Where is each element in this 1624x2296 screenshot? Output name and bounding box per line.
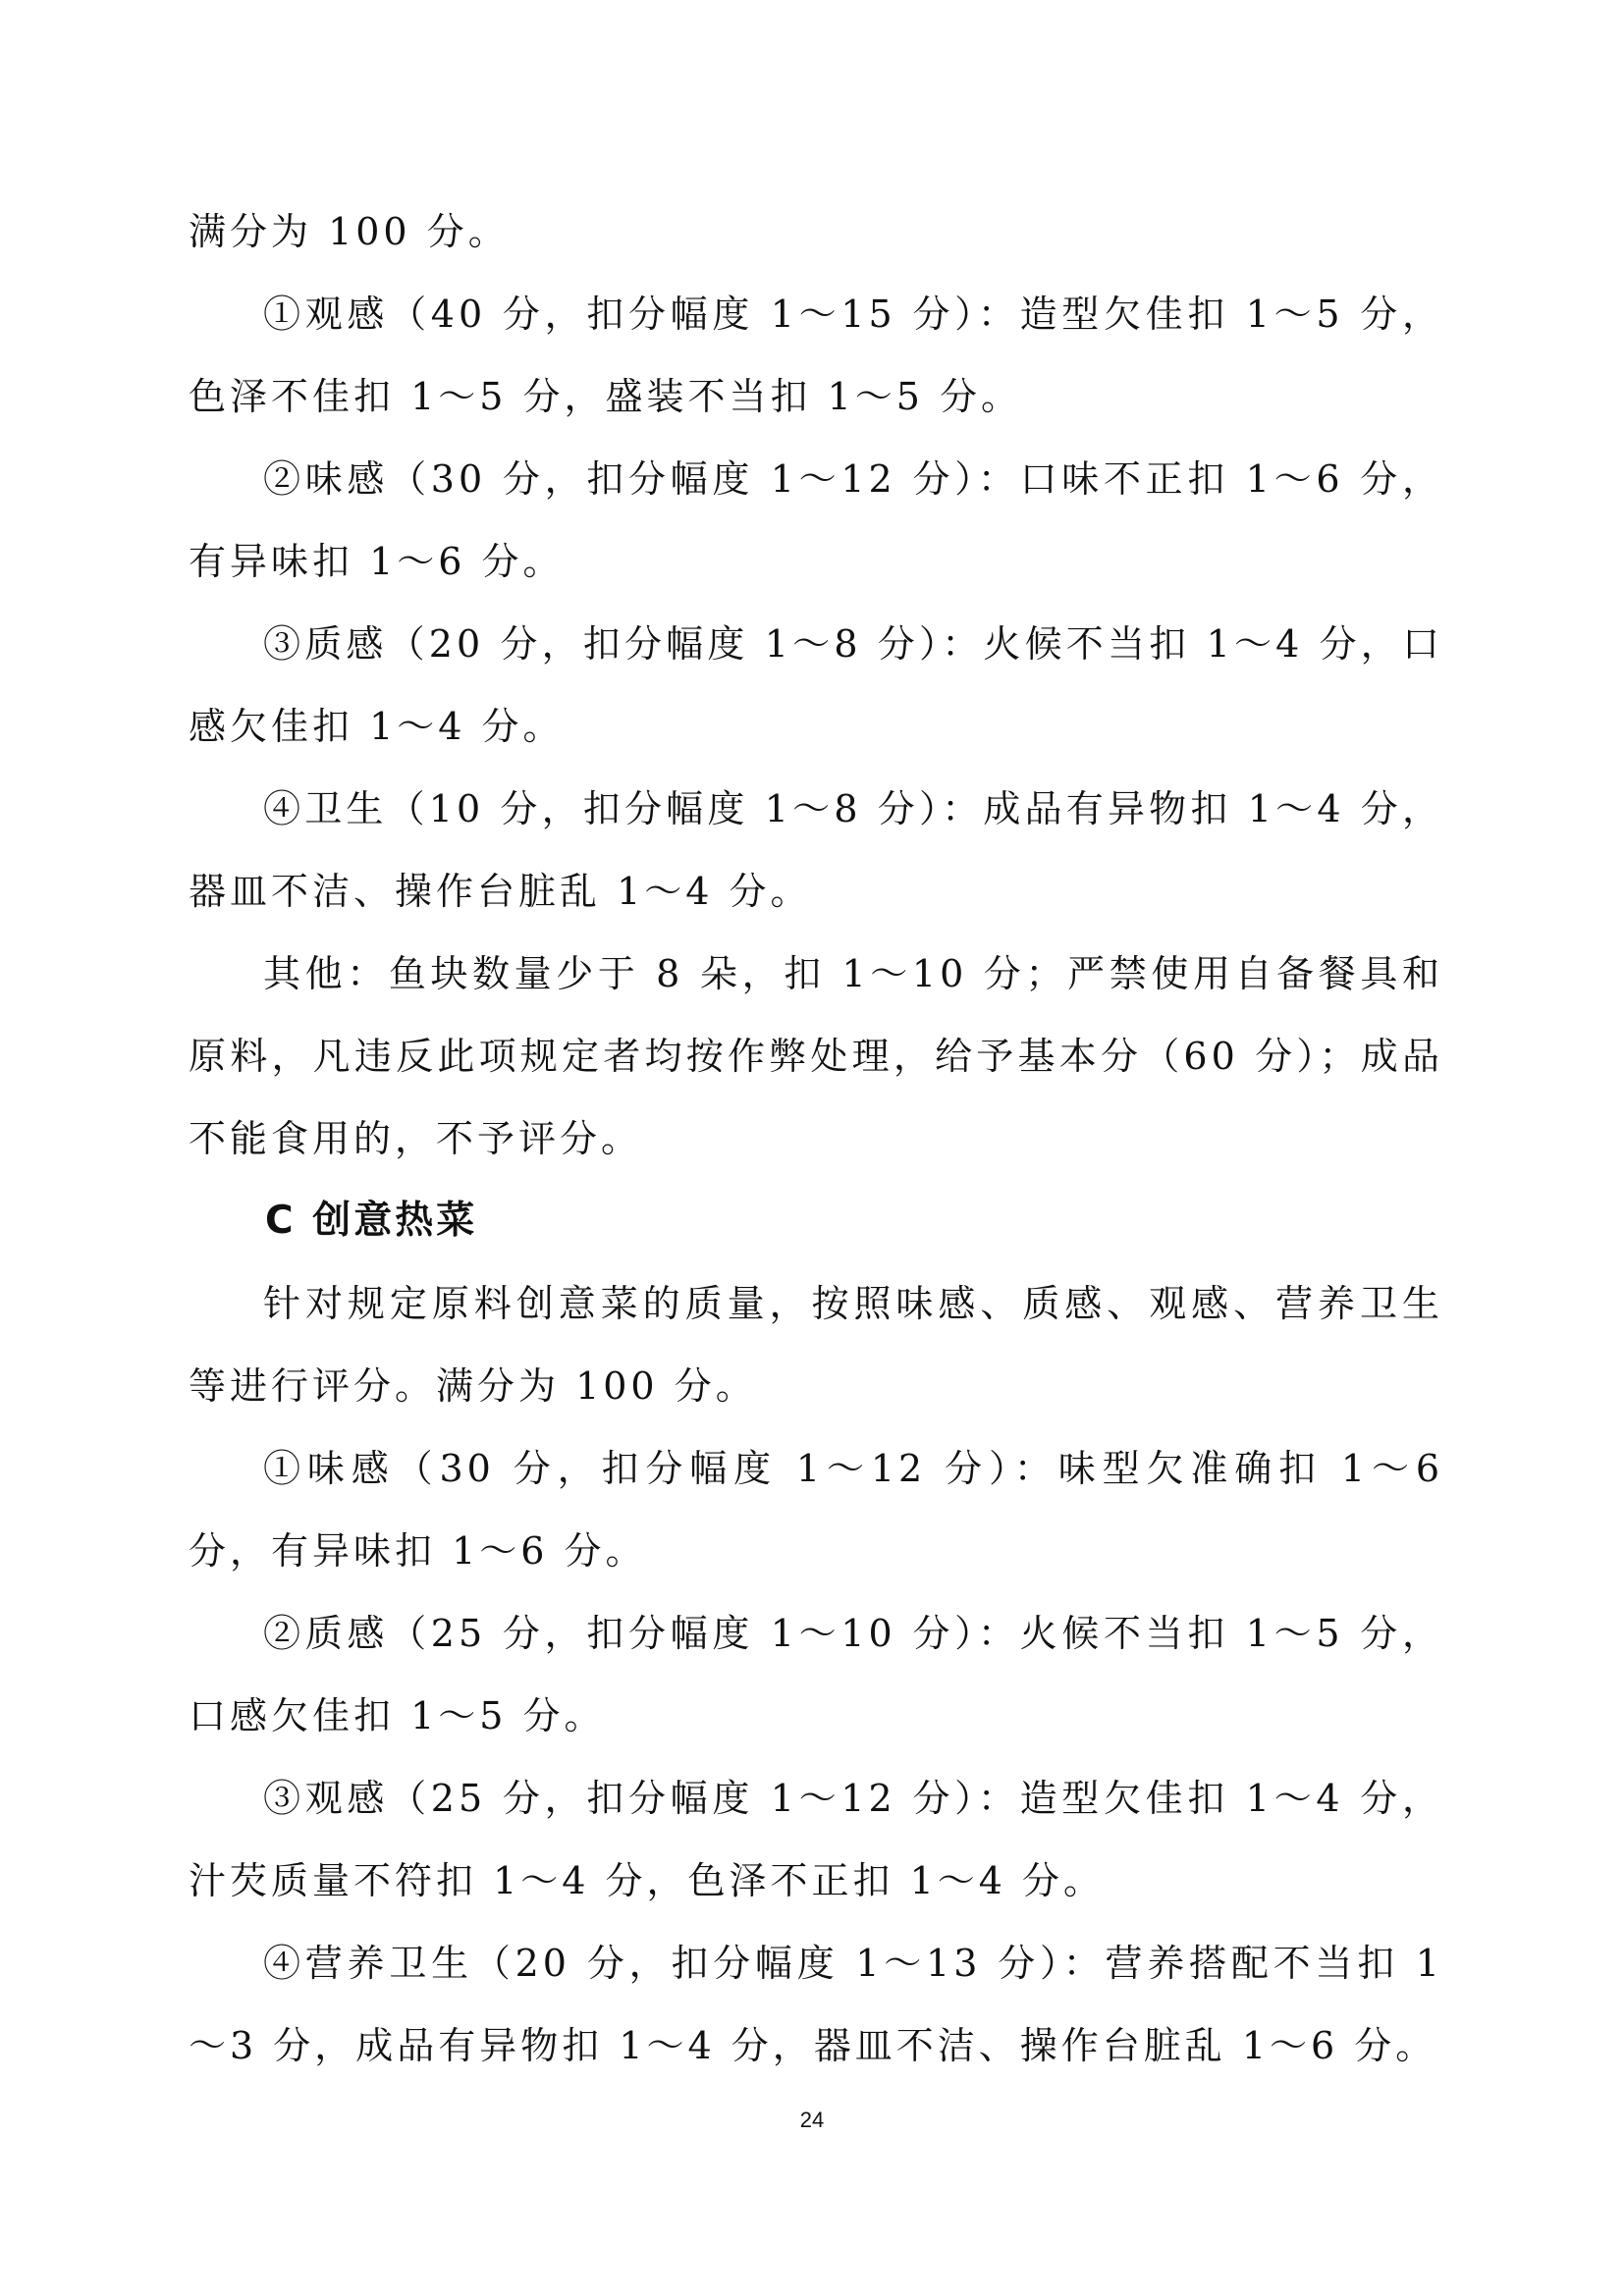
paragraph-total-score: 满分为 100 分。 xyxy=(189,210,510,253)
paragraph-hygiene: ④卫生（10 分，扣分幅度 1～8 分）：成品有异物扣 1～4 分，器皿不洁、操作台脏乱 1～4 分。 xyxy=(189,787,1443,913)
paragraph-creative-texture: ②质感（25 分，扣分幅度 1～10 分）：火候不当扣 1～5 分，口感欠佳扣 1～5 分。 xyxy=(189,1612,1443,1737)
paragraph-creative-taste: ①味感（30 分，扣分幅度 1～12 分）：味型欠准确扣 1～6 分，有异味扣 1～6 分。 xyxy=(189,1447,1443,1573)
paragraph-other-rules: 其他：鱼块数量少于 8 朵，扣 1～10 分；严禁使用自备餐具和原料，凡违反此项规定者均按作弊处理，给予基本分（60 分）；成品不能食用的，不予评分。 xyxy=(189,952,1443,1160)
paragraph-creative-nutrition-hygiene: ④营养卫生（20 分，扣分幅度 1～13 分）：营养搭配不当扣 1～3 分，成品有异物扣 1～4 分，器皿不洁、操作台脏乱 1～6 分。 xyxy=(189,1942,1443,2067)
page-number: 24 xyxy=(799,2108,825,2132)
paragraph-texture: ③质感（20 分，扣分幅度 1～8 分）：火候不当扣 1～4 分，口感欠佳扣 1～4 分。 xyxy=(189,622,1443,748)
paragraph-creative-appearance: ③观感（25 分，扣分幅度 1～12 分）：造型欠佳扣 1～4 分，汁芡质量不符扣 1～4 分，色泽不正扣 1～4 分。 xyxy=(189,1777,1443,1902)
body-text xyxy=(189,190,1443,2087)
paragraph-creative-intro: 针对规定原料创意菜的质量，按照味感、质感、观感、营养卫生等进行评分。满分为 100 分。 xyxy=(189,1282,1443,1408)
paragraph-appearance: ①观感（40 分，扣分幅度 1～15 分）：造型欠佳扣 1～5 分，色泽不佳扣 1～5 分，盛装不当扣 1～5 分。 xyxy=(189,293,1443,418)
paragraph-taste: ②味感（30 分，扣分幅度 1～12 分）：口味不正扣 1～6 分，有异味扣 1～6 分。 xyxy=(189,457,1443,583)
section-heading: C 创意热菜 xyxy=(265,1199,478,1243)
